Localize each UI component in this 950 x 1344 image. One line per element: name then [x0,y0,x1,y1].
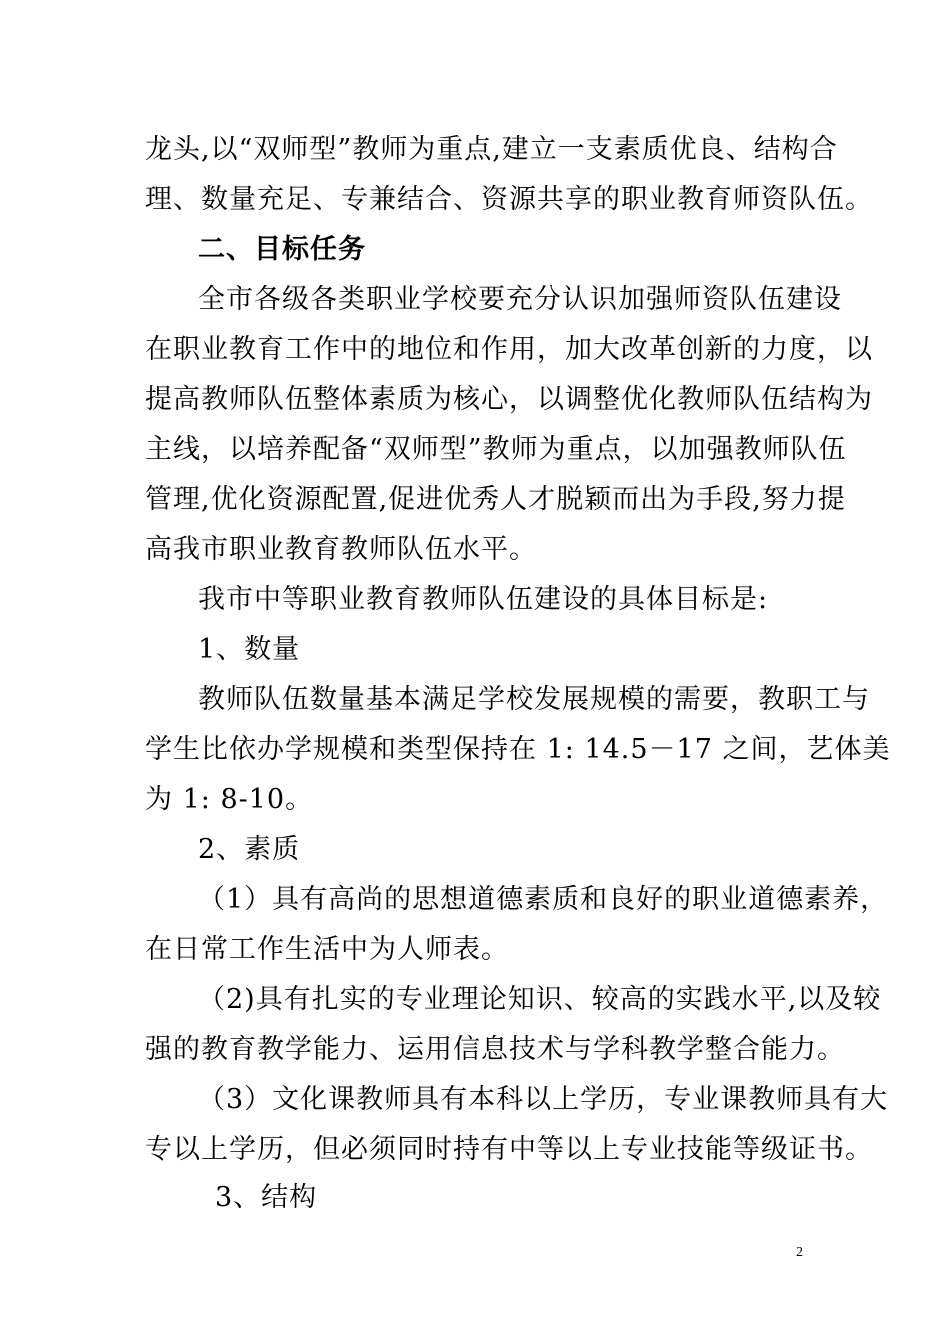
subheading-structure: 3、结构 [215,1182,318,1213]
paragraph-line-9: 我市中等职业教育教师队伍建设的具体目标是: [198,584,769,615]
paragraph-line-16: 强的教育教学能力、运用信息技术与学科教学整合能力。 [145,1034,845,1065]
paragraph-line-15: （2)具有扎实的专业理论知识、较高的实践水平,以及较 [198,984,882,1015]
paragraph-line-12: 为 1: 8-10。 [145,784,314,815]
paragraph-line-17: （3）文化课教师具有本科以上学历，专业课教师具有大 [198,1084,889,1115]
paragraph-line-1: 龙头,以“双师型”教师为重点,建立一支素质优良、结构合 [145,134,838,165]
subheading-quality: 2、素质 [198,834,301,865]
subheading-quantity: 1、数量 [198,634,301,665]
paragraph-line-18: 专以上学历，但必须同时持有中等以上专业技能等级证书。 [145,1134,873,1165]
section-heading-targets: 二、目标任务 [198,234,366,265]
paragraph-line-11: 学生比依办学规模和类型保持在 1: 14.5－17 之间，艺体美 [145,734,891,765]
paragraph-line-14: 在日常工作生活中为人师表。 [145,934,509,965]
paragraph-line-7: 管理,优化资源配置,促进优秀人才脱颖而出为手段,努力提 [145,484,846,515]
paragraph-line-2: 理、数量充足、专兼结合、资源共享的职业教育师资队伍。 [145,184,873,215]
paragraph-line-4: 在职业教育工作中的地位和作用，加大改革创新的力度，以 [145,334,873,365]
paragraph-line-13: （1）具有高尚的思想道德素质和良好的职业道德素养， [198,884,889,915]
paragraph-line-10: 教师队伍数量基本满足学校发展规模的需要，教职工与 [198,684,870,715]
paragraph-line-6: 主线，以培养配备“双师型”教师为重点，以加强教师队伍 [145,434,847,465]
paragraph-line-3: 全市各级各类职业学校要充分认识加强师资队伍建设 [198,284,842,315]
paragraph-line-8: 高我市职业教育教师队伍水平。 [145,534,537,565]
paragraph-line-5: 提高教师队伍整体素质为核心，以调整优化教师队伍结构为 [145,384,873,415]
page-number: 2 [796,1245,803,1260]
